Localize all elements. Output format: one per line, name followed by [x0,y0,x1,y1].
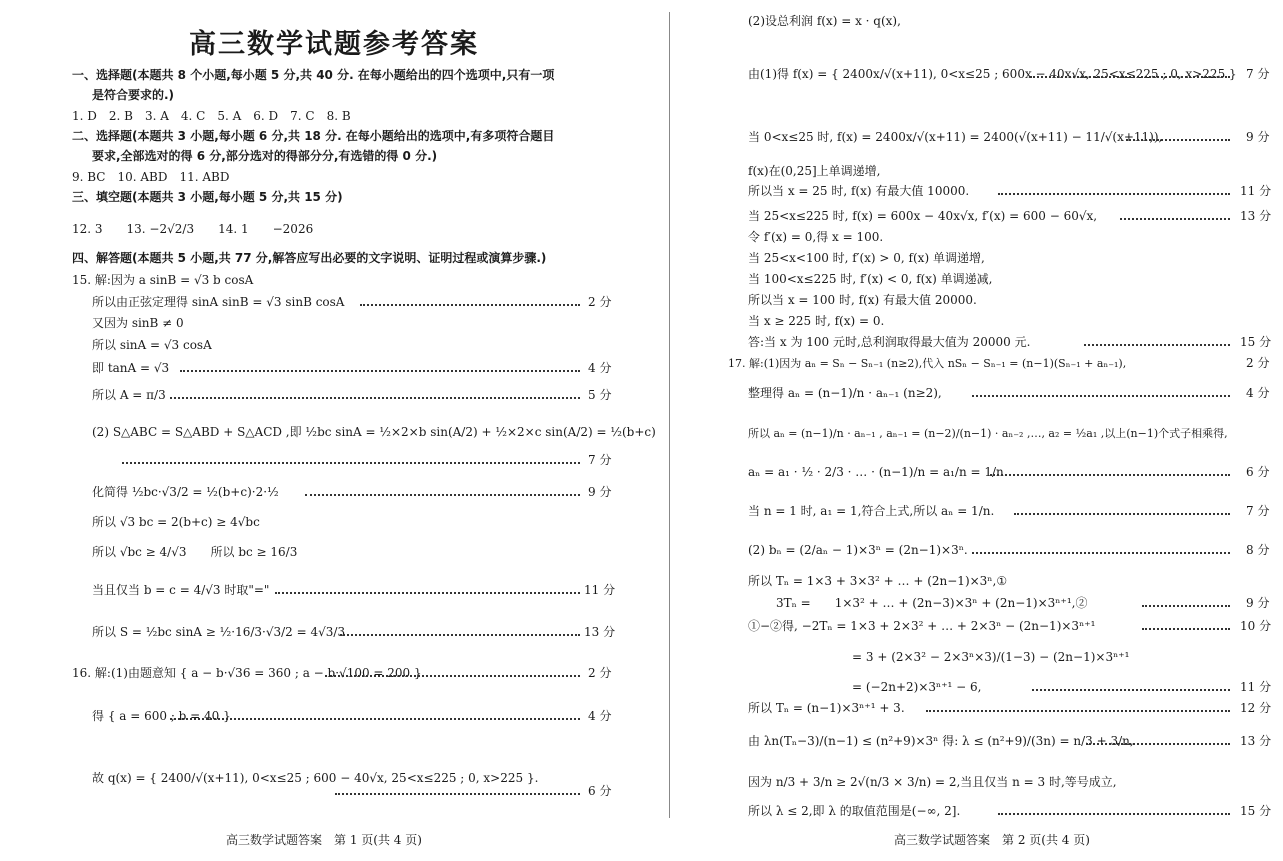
score-leader [972,552,1230,554]
score-label: 15 分 [1240,335,1272,349]
score-leader [1086,743,1230,745]
score-label: 2 分 [1246,356,1270,370]
score-label: 9 分 [1246,130,1270,144]
score-label: 11 分 [1240,184,1272,198]
q16-part2-line-3: 当 0<x≤25 时, f(x) = 2400x/√(x+11) = 2400(√(x+11) − 11/√(x+11)), [748,130,1163,144]
page-footer: 高三数学试题答案 第 2 页(共 4 页) [894,833,1090,847]
score-label: 4 分 [588,361,612,375]
q17-line-8: 3Tₙ = 1×3² + … + (2n−3)×3ⁿ + (2n−1)×3ⁿ⁺¹,② [776,596,1088,610]
q17-line-5: 当 n = 1 时, a₁ = 1,符合上式,所以 aₙ = 1/n. [748,504,995,518]
score-leader [990,474,1230,476]
q15-line-8: 化简得 ½bc·√3/2 = ½(b+c)·2·½ [92,485,279,499]
section-3-heading: 三、填空题(本题共 3 小题,每小题 5 分,共 15 分) [72,190,343,204]
section-3-answers: 12. 3 13. −2√2/3 14. 1 −2026 [72,222,314,236]
score-label: 4 分 [1246,386,1270,400]
score-leader [1126,139,1230,141]
score-leader [1142,628,1230,630]
page-divider [669,12,670,818]
score-label: 6 分 [1246,465,1270,479]
q17-line-6: (2) bₙ = (2/aₙ − 1)×3ⁿ = (2n−1)×3ⁿ. [748,543,968,557]
q16-line-3: 故 q(x) = { 2400/√(x+11), 0<x≤25 ; 600 − 40√x, 25<x≤225 ; 0, x>225 }. [92,771,539,785]
q17-line-1: 17. 解:(1)因为 aₙ = Sₙ − Sₙ₋₁ (n≥2),代入 nSₙ − Sₙ₋₁ = (n−1)(Sₙ₋₁ + aₙ₋₁), [728,357,1127,370]
q15-line-10: 所以 √bc ≥ 4/√3 所以 bc ≥ 16/3 [92,545,298,559]
page-footer: 高三数学试题答案 第 1 页(共 4 页) [226,833,422,847]
section-1-heading: 一、选择题(本题共 8 个小题,每小题 5 分,共 40 分. 在每小题给出的四个选项中,只有一项 [72,68,555,82]
q17-line-9: ①−②得, −2Tₙ = 1×3 + 2×3² + … + 2×3ⁿ − (2n−1)×3ⁿ⁺¹ [748,619,1096,633]
q16-part2-line-2: 由(1)得 f(x) = { 2400x/√(x+11), 0<x≤25 ; 600x − 40x√x, 25<x≤225 ; 0, x>225 } [748,67,1237,81]
score-label: 7 分 [1246,67,1270,81]
score-leader [1030,76,1230,78]
score-leader [170,718,580,720]
q15-line-7: (2) S△ABC = S△ABD + S△ACD ,即 ½bc sinA = ½×2×b sin(A/2) + ½×2×c sin(A/2) = ½(b+c) [92,425,656,439]
score-label: 13 分 [1240,209,1272,223]
section-1-heading-cont: 是符合要求的.) [92,88,175,102]
q17-line-12: 所以 Tₙ = (n−1)×3ⁿ⁺¹ + 3. [748,701,905,715]
q15-line-11: 当且仅当 b = c = 4/√3 时取"=" [92,583,270,597]
score-leader [275,592,580,594]
section-1-answers: 1. D 2. B 3. A 4. C 5. A 6. D 7. C 8. B [72,109,351,123]
score-label: 13 分 [1240,734,1272,748]
q16-part2-line-4: f(x)在(0,25]上单调递增, [748,164,881,178]
score-label: 7 分 [588,453,612,467]
q15-line-3: 又因为 sinB ≠ 0 [92,316,184,330]
q17-line-10: = 3 + (2×3² − 2×3ⁿ×3)/(1−3) − (2n−1)×3ⁿ⁺¹ [852,650,1130,664]
q17-line-4: aₙ = a₁ · ½ · 2/3 · … · (n−1)/n = a₁/n = 1/n. [748,465,1008,479]
score-leader [122,462,580,464]
q16-part2-line-5: 所以当 x = 25 时, f(x) 有最大值 10000. [748,184,970,198]
score-label: 11 分 [1240,680,1272,694]
score-label: 7 分 [1246,504,1270,518]
q16-part2-line-1: (2)设总利润 f(x) = x · q(x), [748,14,901,28]
score-label: 6 分 [588,784,612,798]
score-label: 13 分 [584,625,616,639]
q16-part2-answer: 答:当 x 为 100 元时,总利润取得最大值为 20000 元. [748,335,1031,349]
q15-line-6: 所以 A = π/3 [92,388,166,402]
section-4-heading: 四、解答题(本题共 5 小题,共 77 分,解答应写出必要的文字说明、证明过程或演算步骤.) [72,251,547,265]
score-leader [1032,689,1230,691]
q17-line-2: 整理得 aₙ = (n−1)/n · aₙ₋₁ (n≥2), [748,386,942,400]
q16-part2-line-11: 当 x ≥ 225 时, f(x) = 0. [748,314,885,328]
q15-line-12: 所以 S = ½bc sinA ≥ ½·16/3·√3/2 = 4√3/3 [92,625,346,639]
q17-line-14: 因为 n/3 + 3/n ≥ 2√(n/3 × 3/n) = 2,当且仅当 n = 3 时,等号成立, [748,775,1117,789]
q15-line-9: 所以 √3 bc = 2(b+c) ≥ 4√bc [92,515,260,529]
section-2-answers: 9. BC 10. ABD 11. ABD [72,170,230,184]
score-label: 10 分 [1240,619,1272,633]
q17-line-3: 所以 aₙ = (n−1)/n · aₙ₋₁ , aₙ₋₁ = (n−2)/(n−1) · aₙ₋₂ ,…, a₂ = ½a₁ ,以上(n−1)个式子相乘得, [748,427,1228,440]
q17-line-13: 由 λn(Tₙ−3)/(n−1) ≤ (n²+9)×3ⁿ 得: λ ≤ (n²+9)/(3n) = n/3 + 3/n, [748,734,1134,748]
score-label: 2 分 [588,666,612,680]
score-leader [1084,344,1230,346]
q16-line-2: 得 { a = 600 ; b = 40 } [92,709,231,723]
score-leader [180,370,580,372]
page-title: 高三数学试题参考答案 [189,29,479,60]
score-leader [335,793,580,795]
score-leader [1120,218,1230,220]
section-2-heading-cont: 要求,全部选对的得 6 分,部分选对的得部分分,有选错的得 0 分.) [92,149,438,163]
section-2-heading: 二、选择题(本题共 3 小题,每小题 6 分,共 18 分. 在每小题给出的选项中,有多项符合题目 [72,129,555,143]
q17-line-15: 所以 λ ≤ 2,即 λ 的取值范围是(−∞, 2]. [748,804,961,818]
score-leader [360,304,580,306]
answer-page-2 [672,0,1283,861]
q16-part2-line-10: 所以当 x = 100 时, f(x) 有最大值 20000. [748,293,977,307]
q15-line-5: 即 tanA = √3 [92,361,170,375]
score-label: 11 分 [584,583,616,597]
score-label: 9 分 [588,485,612,499]
score-label: 4 分 [588,709,612,723]
score-leader [325,675,580,677]
q16-part2-line-6: 当 25<x≤225 时, f(x) = 600x − 40x√x, f′(x) = 600 − 60√x, [748,209,1098,223]
q17-line-11: = (−2n+2)×3ⁿ⁺¹ − 6, [852,680,982,694]
score-label: 2 分 [588,295,612,309]
score-leader [1142,605,1230,607]
score-label: 5 分 [588,388,612,402]
score-label: 12 分 [1240,701,1272,715]
score-leader [305,494,580,496]
score-leader [926,710,1230,712]
q15-line-1: 15. 解:因为 a sinB = √3 b cosA [72,273,254,287]
q16-part2-line-7: 令 f′(x) = 0,得 x = 100. [748,230,884,244]
q15-line-2: 所以由正弦定理得 sinA sinB = √3 sinB cosA [92,295,345,309]
q16-line-1: 16. 解:(1)由题意知 { a − b·√36 = 360 ; a − b·√100 = 200 } [72,666,422,680]
score-leader [998,813,1230,815]
score-leader [170,397,580,399]
score-label: 8 分 [1246,543,1270,557]
score-leader [1014,513,1230,515]
q16-part2-line-9: 当 100<x≤225 时, f′(x) < 0, f(x) 单调递减, [748,272,993,286]
q15-line-4: 所以 sinA = √3 cosA [92,338,212,352]
score-label: 9 分 [1246,596,1270,610]
score-label: 15 分 [1240,804,1272,818]
score-leader [998,193,1230,195]
q16-part2-line-8: 当 25<x<100 时, f′(x) > 0, f(x) 单调递增, [748,251,985,265]
q17-line-7: 所以 Tₙ = 1×3 + 3×3² + … + (2n−1)×3ⁿ,① [748,574,1008,588]
score-leader [340,634,580,636]
score-leader [972,395,1230,397]
